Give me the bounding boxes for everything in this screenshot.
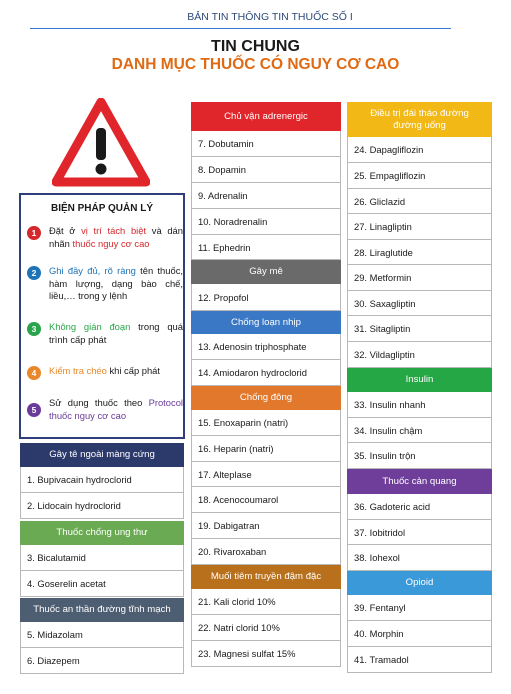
drug-item: 36. Gadoteric acid [347,494,492,520]
step-text: Sử dụng thuốc theo Protocol thuốc nguy cơ cao [49,397,183,421]
drug-item: 33. Insulin nhanh [347,392,492,418]
drug-item: 29. Metformin [347,265,492,291]
drug-item: 28. Liraglutide [347,240,492,265]
management-measures-box [19,193,185,439]
drug-item: 15. Enoxaparin (natri) [191,410,341,436]
drug-item: 10. Noradrenalin [191,209,341,235]
drug-item: 4. Goserelin acetat [20,571,184,597]
category-header: Chống loạn nhịp [191,311,341,334]
drug-item: 2. Lidocain hydroclorid [20,493,184,519]
management-title: BIỆN PHÁP QUẢN LÝ [50,203,154,214]
page-title: TIN CHUNG [211,38,300,55]
step-number-badge: 2 [27,266,41,280]
drug-item: 9. Adrenalin [191,183,341,209]
drug-item: 11. Ephedrin [191,235,341,260]
drug-item: 21. Kali clorid 10% [191,589,341,615]
drug-item: 12. Propofol [191,284,341,311]
drug-item: 23. Magnesi sulfat 15% [191,641,341,667]
drug-item: 26. Gliclazid [347,189,492,214]
measure-step-4 [27,365,183,380]
step-text: Ghi đầy đủ, rõ ràng tên thuốc, hàm lượng, dạng bào chế, liều,… trong y lệnh [49,265,183,301]
drug-item: 1. Bupivacain hydroclorid [20,467,184,493]
step-number-badge: 1 [27,226,41,240]
drug-item: 27. Linagliptin [347,214,492,240]
measure-step-2 [27,265,183,303]
category-iv-sedative [20,598,184,674]
drug-item: 19. Dabigatran [191,513,341,539]
drug-item: 30. Saxagliptin [347,291,492,316]
category-header: Chống đông [191,386,341,410]
category-header: Insulin [347,368,492,392]
drug-item: 37. Iobitridol [347,520,492,545]
warning-triangle-icon [52,98,150,188]
category-header: Thuốc an thần đường tĩnh mạch [20,598,184,622]
drug-item: 40. Morphin [347,621,492,647]
drug-item: 17. Alteplase [191,462,341,487]
drug-item: 20. Rivaroxaban [191,539,341,565]
category-header: Muối tiêm truyền đậm đặc [191,565,341,589]
drug-item: 14. Amiodaron hydroclorid [191,360,341,386]
drug-item: 18. Acenocoumarol [191,487,341,513]
drug-item: 16. Heparin (natri) [191,436,341,462]
drug-item: 22. Natri clorid 10% [191,615,341,641]
drug-item: 32. Vildagliptin [347,342,492,368]
column-middle [191,102,341,667]
drug-item: 3. Bicalutamid [20,545,184,571]
category-header: Opioid [347,571,492,595]
drug-item: 39. Fentanyl [347,595,492,621]
measure-step-3 [27,321,183,346]
drug-item: 41. Tramadol [347,647,492,673]
category-anticancer [20,521,184,597]
drug-item: 35. Insulin trộn [347,443,492,469]
category-header: Thuốc cản quang [347,469,492,494]
drug-item: 38. Iohexol [347,545,492,571]
drug-item: 31. Sitagliptin [347,316,492,342]
measure-step-1 [27,225,183,250]
category-header: Gây tê ngoài màng cứng [20,443,184,467]
step-text: Không gián đoạn trong quá trình cấp phát [49,321,183,345]
drug-item: 25. Empagliflozin [347,163,492,189]
step-number-badge: 4 [27,366,41,380]
step-number-badge: 3 [27,322,41,336]
step-number-badge: 5 [27,403,41,417]
drug-item: 7. Dobutamin [191,131,341,157]
page-header [0,0,511,30]
category-header: Chủ vận adrenergic [191,102,341,131]
drug-item: 5. Midazolam [20,622,184,648]
header-rule [30,28,451,29]
bulletin-label: BẢN TIN THÔNG TIN THUỐC SỐ I [187,11,353,23]
measure-step-5 [27,397,183,422]
drug-item: 24. Dapagliflozin [347,137,492,163]
step-text: Kiểm tra chéo khi cấp phát [49,365,161,376]
column-right [347,102,492,673]
drug-item: 8. Dopamin [191,157,341,183]
category-header: Gây mê [191,260,341,284]
drug-item: 34. Insulin chậm [347,418,492,443]
drug-item: 6. Diazepem [20,648,184,674]
category-header: Điều trị đái tháo đường đường uống [347,102,492,137]
step-text: Đặt ở vị trí tách biệt và dán nhãn thuốc nguy cơ cao [49,225,183,249]
page-subtitle: DANH MỤC THUỐC CÓ NGUY CƠ CAO [111,56,400,73]
category-epidural [20,443,184,519]
category-header: Thuốc chống ung thư [20,521,184,545]
drug-item: 13. Adenosin triphosphate [191,334,341,360]
